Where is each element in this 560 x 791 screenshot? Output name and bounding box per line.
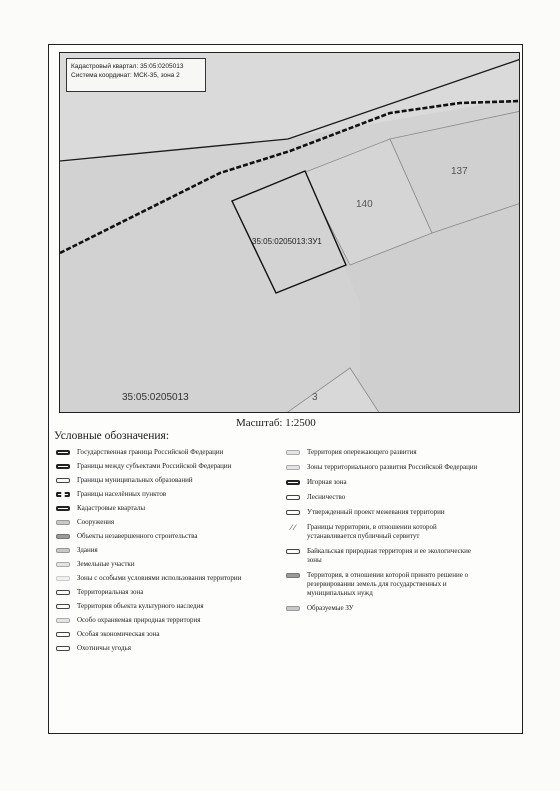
legend-item [56,476,256,485]
thin-border-icon [56,478,70,483]
legend-item-label: Территория, в отношении которой принято решение о резервировании земель для государственных и муниципальных нужд [307,571,469,597]
plot-label: 35:05:0205013:ЗУ1 [252,237,322,246]
legend-item [286,448,486,457]
dashed-border-icon [56,492,70,497]
thin-border-icon [56,632,70,637]
fill-light-icon [56,562,70,567]
thick-border-icon [56,450,70,455]
parcel-label-137: 137 [451,166,468,177]
legend-item-label: Здания [77,546,98,554]
legend-item [286,493,486,502]
legend-item-label: Территориальная зона [77,588,144,596]
legend-item [56,448,256,457]
legend-item-label: Игорная зона [307,478,347,486]
legend-item-label: Объекты незавершенного строительства [77,532,198,540]
thin-border-icon [286,549,300,554]
legend-item [56,560,256,569]
legend-item [56,616,256,625]
legend-item [286,571,486,598]
legend-item-label: Охотничьи угодья [77,644,131,652]
legend-item-label: Границы территории, в отношении которой устанавливается публичный сервитут [307,523,437,540]
coord-system-label: Система координат: МСК-35, зона 2 [71,72,180,79]
legend-item-label: Особо охраняемая природная территория [77,616,201,624]
legend-item [286,508,486,517]
thin-border-icon [286,510,300,515]
thick-border-icon [56,506,70,511]
fill-light-icon [56,618,70,623]
fill-light-icon [286,465,300,470]
fill-mid-icon [286,606,300,611]
thin-border-icon [56,646,70,651]
legend-item-label: Утвержденный проект межевания территории [307,508,445,516]
legend-item [286,547,486,565]
parcel-label-3: 3 [312,392,318,403]
legend-item-label: Границы между субъектами Российской Федерации [77,462,232,470]
fill-mid-icon [56,520,70,525]
fill-pale-icon [56,576,70,581]
quarter-info-box [66,58,206,92]
fill-dark-icon [286,573,300,578]
legend-right-column [286,448,486,619]
slash-icon: ⁄ ⁄ [290,523,296,532]
legend-item [56,546,256,555]
legend-item [56,602,256,611]
legend-item-label: Байкальская природная территория и ее экологические зоны [307,547,471,564]
legend-item-label: Образуемые ЗУ [307,604,354,612]
legend-item-label: Земельные участки [77,560,135,568]
legend-item-label: Государственная граница Российской Федерации [77,448,224,456]
legend-item [56,490,256,499]
legend-item-label: Территория объекта культурного наследия [77,602,204,610]
fill-light-icon [286,450,300,455]
quarter-label: Кадастровый квартал: 35:05:0205013 [71,63,184,70]
legend-item-label: Сооружения [77,518,115,526]
thin-border-icon [56,604,70,609]
legend-item-label: Кадастровые кварталы [77,504,146,512]
legend-item [286,463,486,472]
legend-item-label: Особая экономическая зона [77,630,160,638]
legend-item-label: Границы населённых пунктов [77,490,167,498]
legend-item [56,532,256,541]
fill-dark-icon [56,534,70,539]
legend-item-label: Лесничество [307,493,346,501]
legend-item [56,574,256,583]
map-drawing [60,53,520,413]
legend-left-column [56,448,256,658]
legend-title: Условные обозначения: [54,430,170,442]
legend-item [286,478,486,487]
cadastral-map [59,52,520,413]
map-scale: Масштаб: 1:2500 [236,417,316,429]
thin-border-icon [56,590,70,595]
legend-item-label: Зоны с особыми условиями использования территории [77,574,242,582]
parcel-label-140: 140 [356,199,373,210]
thick-border-icon [286,480,300,485]
thin-border-icon [286,495,300,500]
thick-border-icon [56,464,70,469]
legend-item-label: Зоны территориального развития Российской Федерации [307,463,478,471]
legend-item [56,504,256,513]
legend-item-label: Территория опережающего развития [307,448,417,456]
legend-item [286,523,486,541]
legend-item [56,630,256,639]
legend-item [56,588,256,597]
legend-item [286,604,486,613]
legend-item [56,518,256,527]
legend-item [56,644,256,653]
legend-item-label: Границы муниципальных образований [77,476,193,484]
quarter-number-label: 35:05:0205013 [122,392,189,403]
fill-mid-icon [56,548,70,553]
legend-item [56,462,256,471]
